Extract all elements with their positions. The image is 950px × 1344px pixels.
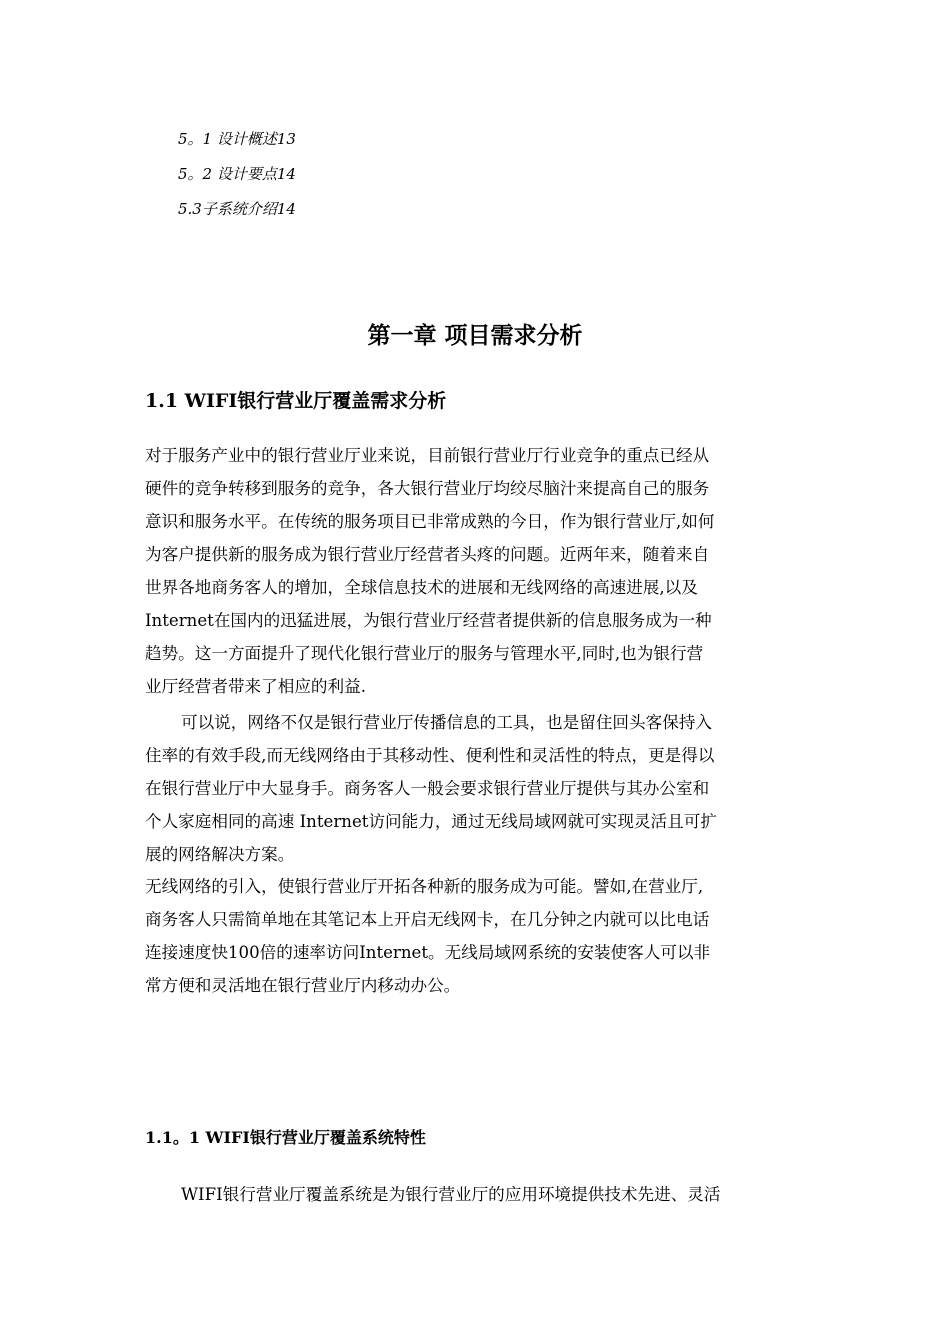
paragraph-line: 在银行营业厅中大显身手。商务客人一般会要求银行营业厅提供与其办公室和 [145, 779, 710, 798]
paragraph-line: WIFI银行营业厅覆盖系统是为银行营业厅的应用环境提供技术先进、灵活 [181, 1185, 721, 1204]
section-heading: 1.1 WIFI银行营业厅覆盖需求分析 [145, 390, 447, 412]
paragraph-line: 业厅经营者带来了相应的利益. [145, 677, 366, 696]
toc-entry[interactable]: 5。1 设计概述13 [178, 130, 296, 148]
paragraph-line: 可以说，网络不仅是银行营业厅传播信息的工具，也是留住回头客保持入 [181, 713, 712, 732]
paragraph-line: 意识和服务水平。在传统的服务项目已非常成熟的今日，作为银行营业厅,如何 [145, 512, 715, 531]
paragraph-line: 无线网络的引入，使银行营业厅开拓各种新的服务成为可能。譬如,在营业厅, [145, 877, 704, 896]
paragraph-line: 为客户提供新的服务成为银行营业厅经营者头疼的问题。近两年来，随着来自 [145, 545, 710, 564]
paragraph-line: 趋势。这一方面提升了现代化银行营业厅的服务与管理水平,同时,也为银行营 [145, 644, 704, 663]
paragraph-line: 对于服务产业中的银行营业厅业来说，目前银行营业厅行业竞争的重点已经从 [145, 446, 710, 465]
paragraph-line: 住率的有效手段,而无线网络由于其移动性、便利性和灵活性的特点，更是得以 [145, 746, 715, 765]
subsection-heading: 1.1。1 WIFI银行营业厅覆盖系统特性 [145, 1128, 426, 1147]
table-of-contents [178, 122, 578, 227]
paragraph-line: 展的网络解决方案。 [145, 845, 295, 864]
toc-entry[interactable]: 5.3子系统介绍14 [178, 200, 296, 218]
paragraph-line: 连接速度快100倍的速率访问Internet。无线局域网系统的安装使客人可以非 [145, 943, 711, 962]
toc-entry[interactable]: 5。2 设计要点14 [178, 165, 296, 183]
paragraph-line: Internet在国内的迅猛进展，为银行营业厅经营者提供新的信息服务成为一种 [145, 611, 712, 630]
paragraph-line: 硬件的竞争转移到服务的竞争，各大银行营业厅均绞尽脑汁来提高自己的服务 [145, 479, 710, 498]
paragraph-line: 世界各地商务客人的增加，全球信息技术的进展和无线网络的高速进展,以及 [145, 578, 698, 597]
chapter-title: 第一章 项目需求分析 [367, 322, 583, 349]
paragraph-line: 商务客人只需简单地在其笔记本上开启无线网卡，在几分钟之内就可以比电话 [145, 910, 710, 929]
paragraph-line: 个人家庭相同的高速 Internet访问能力，通过无线局域网就可实现灵活且可扩 [145, 812, 717, 831]
paragraph-line: 常方便和灵活地在银行营业厅内移动办公。 [145, 976, 461, 995]
